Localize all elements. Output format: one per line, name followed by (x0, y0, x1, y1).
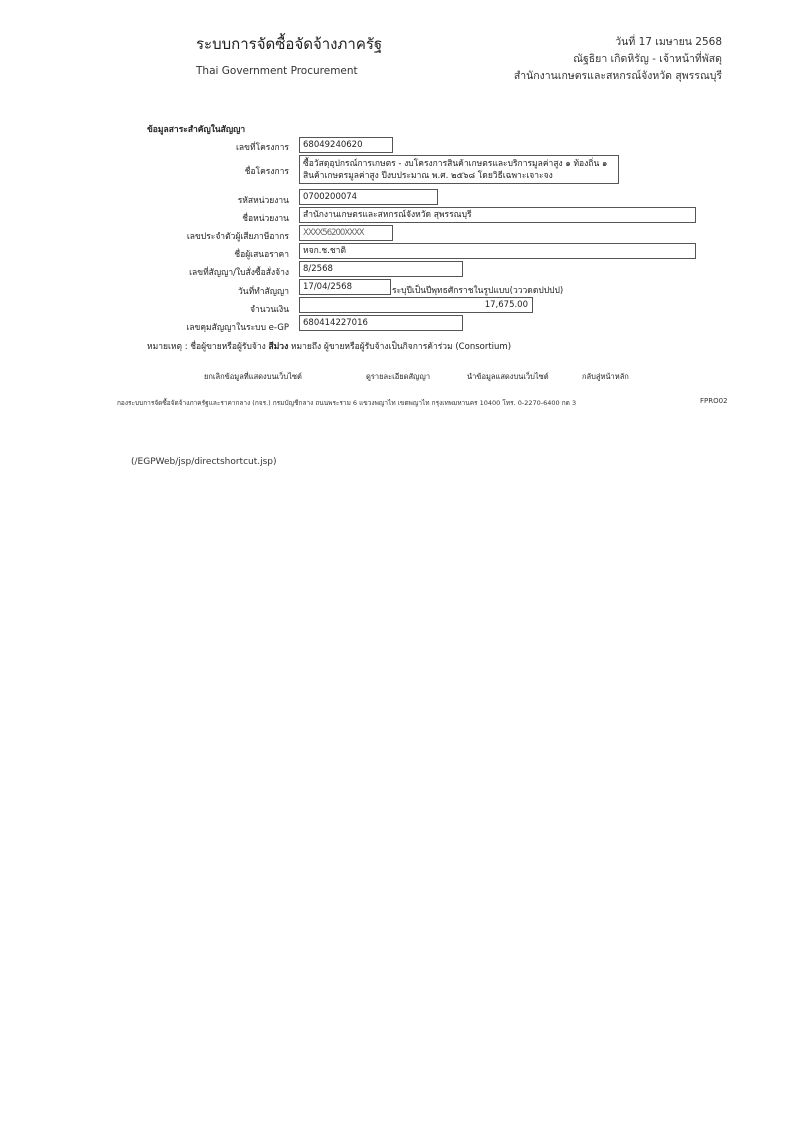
cancel-display-link[interactable]: ยกเลิกข้อมูลที่แสดงบนเว็บไซต์ (204, 372, 302, 381)
project-name-field[interactable] (299, 155, 619, 184)
dept-code-field[interactable]: 0700200074 (299, 189, 438, 205)
egp-no-field[interactable]: 680414227016 (299, 315, 463, 331)
project-name-line1: ซื้อวัสดุอุปกรณ์การเกษตร - งบโครงการสินค้าเกษตรและบริการมูลค่าสูง ๑ ท้องถิ่น ๑ (303, 159, 608, 169)
egp-no-label: เลขคุมสัญญาในระบบ e-GP (186, 323, 289, 333)
contract-date-field[interactable]: 17/04/2568 (299, 279, 391, 295)
amount-label: จำนวนเงิน (249, 305, 289, 315)
section-title: ข้อมูลสาระสำคัญในสัญญา (147, 125, 246, 135)
project-no-field[interactable]: 68049240620 (299, 137, 393, 153)
system-title-en: Thai Government Procurement (196, 65, 358, 77)
url-path: (/EGPWeb/jsp/directshortcut.jsp) (131, 457, 277, 467)
dept-name-field[interactable]: สำนักงานเกษตรและสหกรณ์จังหวัด สุพรรณบุรี (299, 207, 696, 223)
back-home-link[interactable]: กลับสู่หน้าหลัก (582, 372, 629, 381)
system-title-th: ระบบการจัดซื้อจัดจ้างภาครัฐ (196, 35, 383, 53)
header-org: สำนักงานเกษตรและสหกรณ์จังหวัด สุพรรณบุรี (513, 70, 722, 82)
form-code: FPRO02 (700, 397, 728, 405)
note-prefix: หมายเหตุ : ชื่อผู้ขายหรือผู้รับจ้าง (147, 342, 266, 352)
note-highlight: สีม่วง (268, 342, 289, 352)
project-name-label: ชื่อโครงการ (244, 167, 289, 177)
contract-no-field[interactable]: 8/2568 (299, 261, 463, 277)
tax-id-label: เลขประจำตัวผู้เสียภาษีอากร (186, 232, 289, 242)
project-no-label: เลขที่โครงการ (236, 143, 289, 153)
note-suffix: หมายถึง ผู้ขายหรือผู้รับจ้างเป็นกิจการค้าร่วม (Consortium) (290, 342, 512, 352)
view-contract-link[interactable]: ดูรายละเอียดสัญญา (366, 372, 431, 381)
project-name-line2: สินค้าเกษตรมูลค่าสูง ปีงบประมาณ พ.ศ. ๒๕๖๘ โดยวิธีเฉพาะเจาะจง (303, 171, 553, 181)
dept-name-label: ชื่อหน่วยงาน (242, 214, 289, 224)
footer-address: กองระบบการจัดซื้อจัดจ้างภาครัฐและราคากลาง (กจร.) กรมบัญชีกลาง ถนนพระราม 6 แขวงพญาไท เขตพญาไท กรุงเทพมหานคร 10400 โทร. 0-2270-6400 กด 3 (117, 399, 577, 407)
header-user: ณัฐธิยา เกิดหิรัญ - เจ้าหน้าที่พัสดุ (573, 53, 722, 65)
header-date: วันที่ 17 เมษายน 2568 (615, 36, 722, 48)
bidder-label: ชื่อผู้เสนอราคา (234, 250, 289, 260)
publish-link[interactable]: นำข้อมูลแสดงบนเว็บไซต์ (467, 372, 549, 381)
contract-date-label: วันที่ทำสัญญา (237, 287, 289, 297)
contract-date-hint: ระบุปีเป็นปีพุทธศักราชในรูปแบบ(วววดดปปปป) (392, 286, 564, 296)
amount-field[interactable]: 17,675.00 (299, 297, 533, 313)
consortium-note (147, 339, 511, 353)
bidder-field[interactable]: หจก.ช.ชาติ (299, 243, 696, 259)
dept-code-label: รหัสหน่วยงาน (237, 196, 289, 206)
contract-no-label: เลขที่สัญญา/ใบสั่งซื้อสั่งจ้าง (189, 268, 289, 278)
tax-id-field[interactable]: XXXX56200XXXX (299, 225, 393, 241)
